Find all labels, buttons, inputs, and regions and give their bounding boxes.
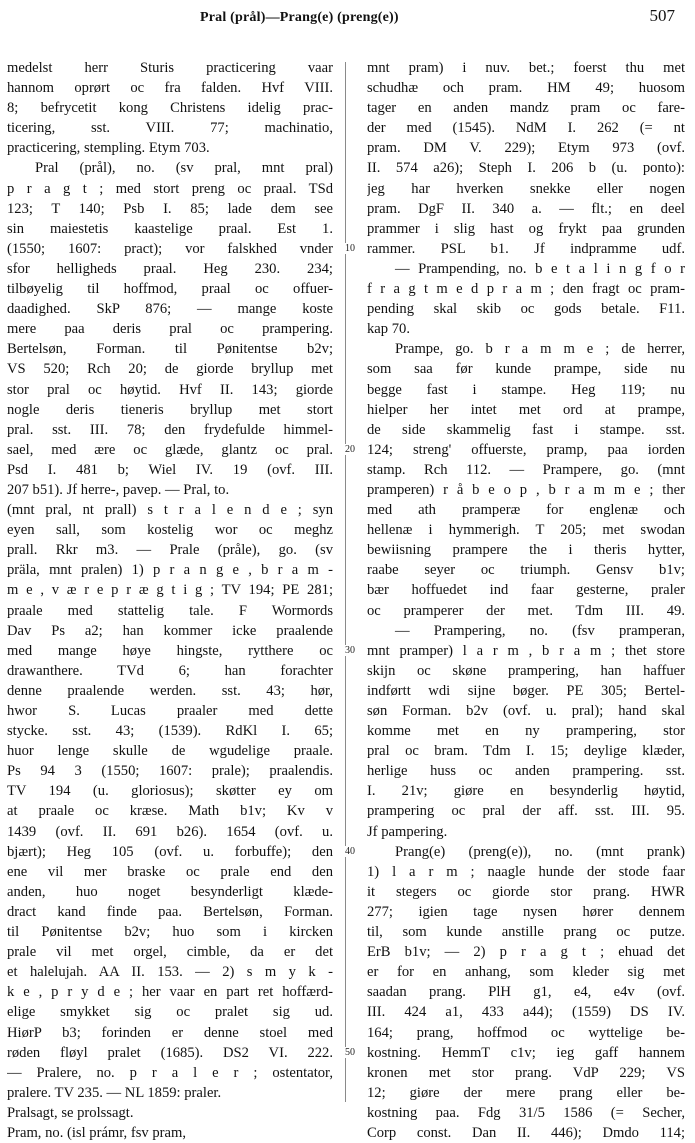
text-line: huor lenge skulle de wgudelige praale. <box>7 743 333 760</box>
text-line: elige smykket sig oc pralet sig ud. <box>7 1004 333 1021</box>
text-line: kronen met stor prang. VdP 229; VS <box>367 1064 685 1081</box>
text-line: pending skal skib oc gods betale. F11. <box>367 301 685 318</box>
text-line: anden, huo noget besynderligt klæde- <box>7 883 333 900</box>
text-line: — Prampering, no. (fsv pramperan, <box>395 622 685 639</box>
text-line: Bertelsøn, Forman. til Pønitentse b2v; <box>7 341 333 358</box>
text-line: (mnt pral, nt prall) s t r a l e n d e ; syn <box>7 502 333 519</box>
text-line: 124; streng' offuerste, pramp, paa iorden <box>367 441 685 458</box>
text-line: røden fløyl pralet (1685). DS2 VI. 222. <box>7 1044 333 1061</box>
text-line: tager en anden mandz pram oc fare- <box>367 100 685 117</box>
text-line: mere paa deris pral oc prampering. <box>7 321 333 338</box>
column-divider <box>345 62 346 1102</box>
margin-line-number: 30 <box>339 645 361 656</box>
text-line: Pralsagt, se prolssagt. <box>7 1104 134 1121</box>
margin-line-number: 10 <box>339 243 361 254</box>
text-line: denne praalende werden. sst. 43; hør, <box>7 682 333 699</box>
page-header <box>0 6 695 30</box>
text-line: — Prampending, no. b e t a l i n g f o r <box>395 260 685 277</box>
text-line: — Pralere, no. p r a l e r ; ostentator, <box>7 1064 333 1081</box>
text-line: Corp const. Dan II. 446); Dmdo 114; <box>367 1124 685 1141</box>
text-line: (1550; 1607: pract); vor falskhed vnder <box>7 240 333 257</box>
text-line: komme met en ny prampering, stor <box>367 723 685 740</box>
text-line: Dav Ps a2; han kommer icke praalende <box>7 622 333 639</box>
text-line: ene vil mer braske oc prale end den <box>7 863 333 880</box>
page-number: 507 <box>649 6 675 25</box>
text-line: 277; igien tage nysen hører dennem <box>367 903 685 920</box>
text-line: I. 21v; giøre en besynderlig høytid, <box>367 783 685 800</box>
text-line: pral oc bram. Tdm I. 15; deylige klæder, <box>367 743 685 760</box>
text-line: bewiisning prampere the i theris hytter, <box>367 542 685 559</box>
text-line: daadighed. SkP 876; — mange koste <box>7 301 333 318</box>
text-line: de side skammelig fast i stampe. sst. <box>367 421 685 438</box>
text-line: prale vil met orgel, cimble, da er det <box>7 944 333 961</box>
text-line: er for en anhang, som kleder sig met <box>367 964 685 981</box>
text-line: mnt pramper) l a r m , b r a m ; thet store <box>367 642 685 659</box>
text-line: der med (1545). NdM I. 262 (= nt <box>367 120 685 137</box>
text-line: rammer. PSL b1. Jf indpramme udf. <box>367 240 685 257</box>
text-line: hannom oprørt oc fra falden. Hvf VIII. <box>7 80 333 97</box>
text-line: schudhæ och pram. HM 49; huosom <box>367 80 685 97</box>
text-line: pral. sst. III. 78; den frydefulde himmel- <box>7 421 333 438</box>
text-line: sfor helligheds praal. Heg 230. 234; <box>7 260 333 277</box>
text-line: til Pønitentse b2v; huo som i kircken <box>7 924 333 941</box>
text-line: pralere. TV 235. — NL 1859: praler. <box>7 1084 222 1101</box>
text-line: Psd I. 481 b; Wiel IV. 19 (ovf. III. <box>7 461 333 478</box>
text-line: bær hoffuedet ind faar gesterne, praler <box>367 582 685 599</box>
text-line: saadan prang. PlH g1, e4, e4v (ovf. <box>367 984 685 1001</box>
text-line: dract kand finde paa. Bertelsøn, Forman. <box>7 903 333 920</box>
text-line: Prang(e) (preng(e)), no. (mnt prank) <box>395 843 685 860</box>
text-line: f r a g t m e d p r a m ; den fragt oc pram- <box>367 281 685 298</box>
text-line: ticering, sst. VIII. 77; machinatio, <box>7 120 333 137</box>
text-line: practicering, stempling. Etym 703. <box>7 140 210 157</box>
text-line: Ps 94 3 (1550; 1607: prale); praalendis. <box>7 763 333 780</box>
text-line: stamp. Rch 112. — Prampere, go. (mnt <box>367 461 685 478</box>
text-line: stycke. sst. 43; (1539). RdKl I. 65; <box>7 723 333 740</box>
text-line: Prampe, go. b r a m m e ; de herrer, <box>395 341 685 358</box>
text-line: kostning paa. Fdg 31/5 1586 (= Secher, <box>367 1104 685 1121</box>
right-column <box>367 58 685 1143</box>
text-line: 123; T 140; Psb I. 85; lade dem see <box>7 200 333 217</box>
text-line: et halelujah. AA II. 153. — 2) s m y k - <box>7 964 333 981</box>
text-line: kap 70. <box>367 321 410 338</box>
running-head: Pral (prål)—Prang(e) (preng(e)) <box>200 10 399 25</box>
text-line: prall. Rkr m3. — Prale (pråle), go. (sv <box>7 542 333 559</box>
text-line: skijn oc skøne prampering, han haffuer <box>367 662 685 679</box>
text-line: pram. DgF II. 340 a. — flt.; en deel <box>367 200 685 217</box>
text-line: mnt pram) i nuv. bet.; foerst thu met <box>367 60 685 76</box>
text-line: kostning. HemmT c1v; ieg gaff hannem <box>367 1044 685 1061</box>
text-line: III. 424 a1, 433 a44); (1559) DS IV. <box>367 1004 685 1021</box>
text-line: at praale oc kræse. Math b1v; Kv v <box>7 803 333 820</box>
text-line: Pral (prål), no. (sv pral, mnt pral) <box>35 160 333 177</box>
text-line: oc pramperer der met. Tdm III. 49. <box>367 602 685 619</box>
text-line: TV 194 (u. gloriosus); skøtter ey om <box>7 783 333 800</box>
text-line: prammer i slig hast og frykt paa grunden <box>367 220 685 237</box>
text-line: som saa før kunde prampe, side nu <box>367 361 685 378</box>
text-line: VS 520; Rch 20; de giorde bryllup met <box>7 361 333 378</box>
text-line: ErB b1v; — 2) p r a g t ; ehuad det <box>367 944 685 961</box>
text-line: k e , p r y d e ; her vaar en part ret hoffærd- <box>7 984 333 1001</box>
text-line: 1439 (ovf. II. 691 b26). 1654 (ovf. u. <box>7 823 333 840</box>
text-line: m e , v æ r e p r æ g t i g ; TV 194; PE 281; <box>7 582 333 599</box>
text-line: stor pral oc høytid. Hvf II. 143; giorde <box>7 381 333 398</box>
margin-line-number: 50 <box>339 1047 361 1058</box>
text-line: Pram, no. (isl prámr, fsv pram, <box>7 1124 186 1141</box>
text-line: pram. DM V. 229); Etym 973 (ovf. <box>367 140 685 157</box>
text-line: tilbøyelig til hoffmod, praal oc offuer- <box>7 281 333 298</box>
text-line: hielper her intet met ord at prampe, <box>367 401 685 418</box>
text-line: HiørP b3; forinden er denne stoel med <box>7 1024 333 1041</box>
text-line: pramperen) r å b e o p , b r a m m e ; ther <box>367 481 685 498</box>
text-line: 164; prang, hoffmod oc wyttelige be- <box>367 1024 685 1041</box>
text-line: raabe seyer oc triumph. Gensv b1v; <box>367 562 685 579</box>
text-line: it stegers oc giorde stor prang. HWR <box>367 883 685 900</box>
text-line: jeg har hverken snekke eller nogen <box>367 180 685 197</box>
text-line: søn Forman. b2v (ovf. u. pral); hand skal <box>367 703 685 719</box>
text-line: nogle deris tieneris bryllup met stort <box>7 401 333 418</box>
text-line: til, som kunde anstille prang oc putze. <box>367 924 685 941</box>
text-line: bjært); Heg 105 (ovf. u. forbuffe); den <box>7 843 333 860</box>
text-line: med mange høye hingste, rytthere oc <box>7 642 333 659</box>
text-line: p r a g t ; med stort preng oc praal. TSd <box>7 180 333 197</box>
text-line: hwor S. Lucas praaler med dette <box>7 703 333 719</box>
text-line: prampering oc pral der aff. sst. III. 95. <box>367 803 685 820</box>
text-line: sael, med ære oc glæde, glantz oc pral. <box>7 441 333 458</box>
margin-line-number: 40 <box>339 846 361 857</box>
text-line: Jf pampering. <box>367 823 448 840</box>
text-line: II. 574 a26); Steph I. 206 b (u. ponto): <box>367 160 685 177</box>
text-line: med ath pramperæ for englenæ och <box>367 502 685 519</box>
text-line: hellenæ i hymmerigh. T 205; met swodan <box>367 522 685 539</box>
text-line: 207 b51). Jf herre-, pavep. — Pral, to. <box>7 481 230 498</box>
text-line: medelst herr Sturis practicering vaar <box>7 60 333 76</box>
text-line: 12; giøre der mere prang eller be- <box>367 1084 685 1101</box>
left-column <box>7 58 333 1143</box>
text-line: indførtt wdi sijne bøger. PE 305; Bertel- <box>367 682 685 699</box>
text-line: sin maiestetis kaastelige praal. Est 1. <box>7 220 333 237</box>
text-line: herlige huss oc anden prampering. sst. <box>367 763 685 780</box>
text-line: 1) l a r m ; naagle hunde der stode faar <box>367 863 685 880</box>
text-line: drawanthere. TVd 6; han forachter <box>7 662 333 679</box>
text-line: praale med stattelig tale. F Wormords <box>7 602 333 619</box>
text-line: begge fast i stampe. Heg 119; nu <box>367 381 685 398</box>
text-line: 8; befrycetit kong Christens idelig prac- <box>7 100 333 117</box>
text-line: präla, mnt pralen) 1) p r a n g e , b r a m - <box>7 562 333 579</box>
text-line: eyen sall, som kostelig wor oc meghz <box>7 522 333 539</box>
margin-line-number: 20 <box>339 444 361 455</box>
